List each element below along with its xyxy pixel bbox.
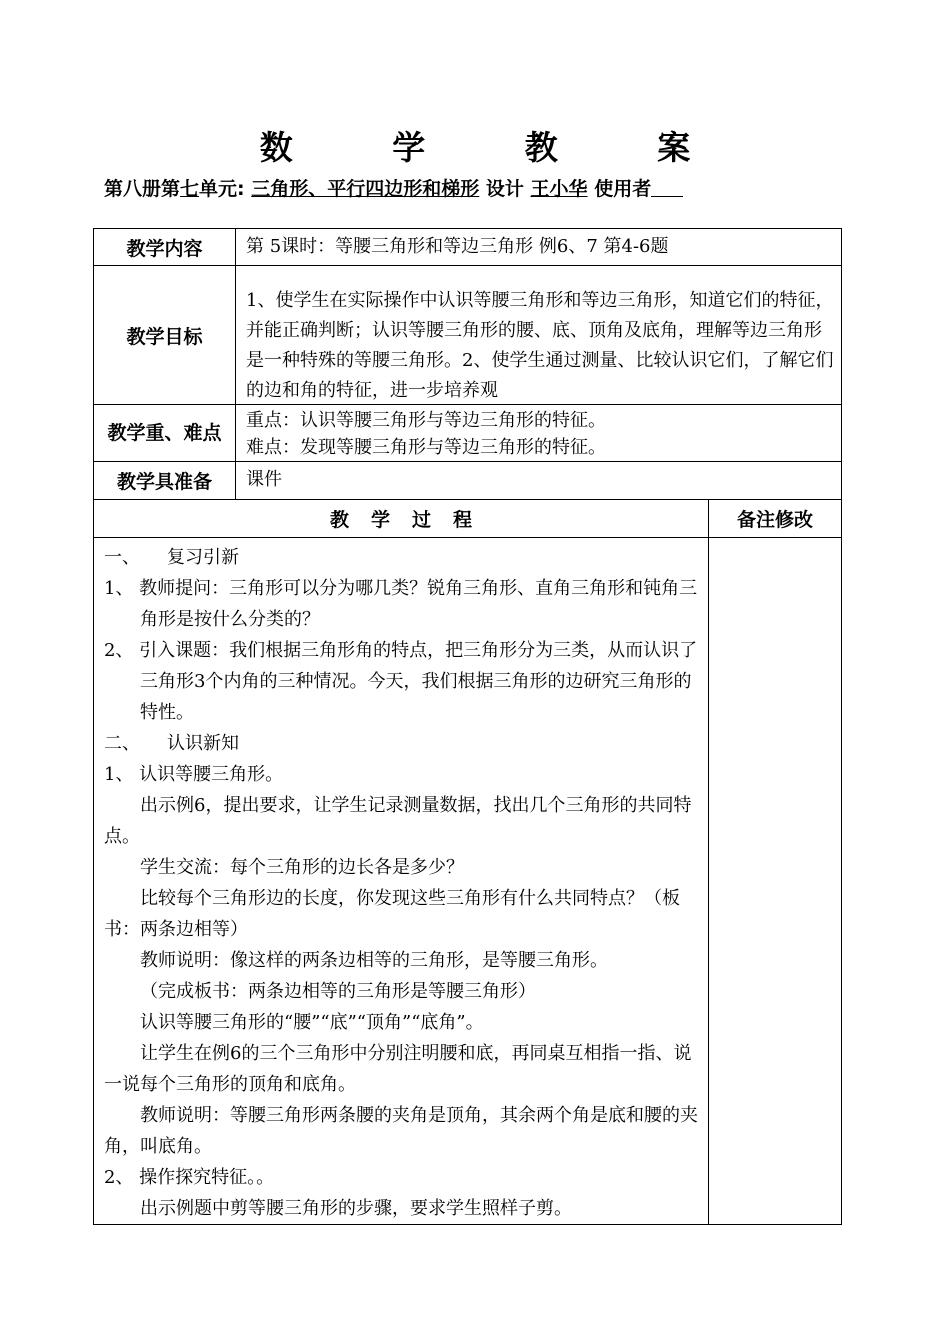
para-example-6: 出示例6，提出要求，让学生记录测量数据，找出几个三角形的共同特点。 — [104, 795, 692, 847]
goals-label: 教学目标 — [94, 266, 236, 405]
lesson-plan-table — [93, 228, 842, 1225]
row-goals — [94, 266, 842, 405]
unit-number: 七 — [180, 178, 200, 200]
key-points-label: 教学重、难点 — [94, 405, 236, 462]
section-two: 二、 认识新知 — [104, 733, 239, 754]
para-student-share: 学生交流：每个三角形的边长各是多少？ — [140, 857, 464, 878]
content-label: 教学内容 — [94, 229, 236, 266]
process-content — [94, 538, 709, 1225]
design-label: 设计 — [485, 178, 524, 200]
remarks-header: 备注修改 — [709, 500, 842, 538]
lesson-header — [104, 174, 683, 201]
para-cut: 出示例题中剪等腰三角形的步骤，要求学生照样子剪。 — [140, 1198, 572, 1219]
step-explore: 2、 操作探究特征。。 — [104, 1167, 275, 1188]
difficult-point: 难点：发现等腰三角形与等边三角形的特征。 — [246, 437, 606, 458]
row-tools — [94, 462, 842, 500]
para-compare: 比较每个三角形边的长度，你发现这些三角形有什么共同特点？（板书：两条边相等） — [104, 888, 680, 940]
row-key-points — [94, 405, 842, 462]
user-label: 使用者 — [594, 178, 652, 200]
unit-name: 三角形、平行四边形和梯形 — [251, 178, 480, 200]
para-parts: 认识等腰三角形的“腰”“底”“顶角”“底角”。 — [140, 1012, 484, 1033]
remarks-cell — [709, 538, 842, 1225]
designer-name: 王小华 — [530, 178, 588, 200]
process-header: 教学过程 — [94, 500, 709, 538]
step-2-intro: 2、 引入课题：我们根据三角形角的特点，把三角形分为三类，从而认识了三角形3个内角的三种情况。今天，我们根据三角形的边研究三角形的特性。 — [104, 640, 698, 723]
row-process — [94, 538, 842, 1225]
row-process-header — [94, 500, 842, 538]
unit-word: 单元: — [199, 178, 245, 200]
page-title: 数 学 教 案 — [259, 128, 735, 167]
book-prefix: 第八册第 — [104, 178, 181, 200]
step-recognize: 1、 认识等腰三角形。 — [104, 764, 284, 785]
para-board: （完成板书：两条边相等的三角形是等腰三角形） — [140, 981, 536, 1002]
para-teacher-explain: 教师说明：像这样的两条边相等的三角形，是等腰三角形。 — [140, 950, 608, 971]
goals-value: 1、使学生在实际操作中认识等腰三角形和等边三角形，知道它们的特征，并能正确判断；认识等腰三角形的腰、底、顶角及底角，理解等边三角形是一种特殊的等腰三角形。2、使学生通过测量、比较认识它们，了解它们的边和角的特征，进一步培养观 — [246, 290, 834, 401]
content-value: 第 5课时：等腰三角形和等边三角形 例6、7 第4-6题 — [236, 229, 842, 266]
tools-value: 课件 — [236, 462, 842, 500]
row-content — [94, 229, 842, 266]
para-angle-explain: 教师说明：等腰三角形两条腰的夹角是顶角，其余两个角是底和腰的夹角，叫底角。 — [104, 1105, 698, 1157]
key-point: 重点：认识等腰三角形与等边三角形的特征。 — [246, 410, 606, 431]
para-label-parts: 让学生在例6的三个三角形中分别注明腰和底，再同桌互相指一指、说一说每个三角形的顶角和底角。 — [104, 1043, 692, 1095]
user-blank — [651, 178, 683, 197]
tools-label: 教学具准备 — [94, 462, 236, 500]
section-one: 一、 复习引新 — [104, 547, 239, 568]
step-1-question: 1、 教师提问：三角形可以分为哪几类？锐角三角形、直角三角形和钝角三角形是按什么分类的？ — [104, 578, 698, 630]
